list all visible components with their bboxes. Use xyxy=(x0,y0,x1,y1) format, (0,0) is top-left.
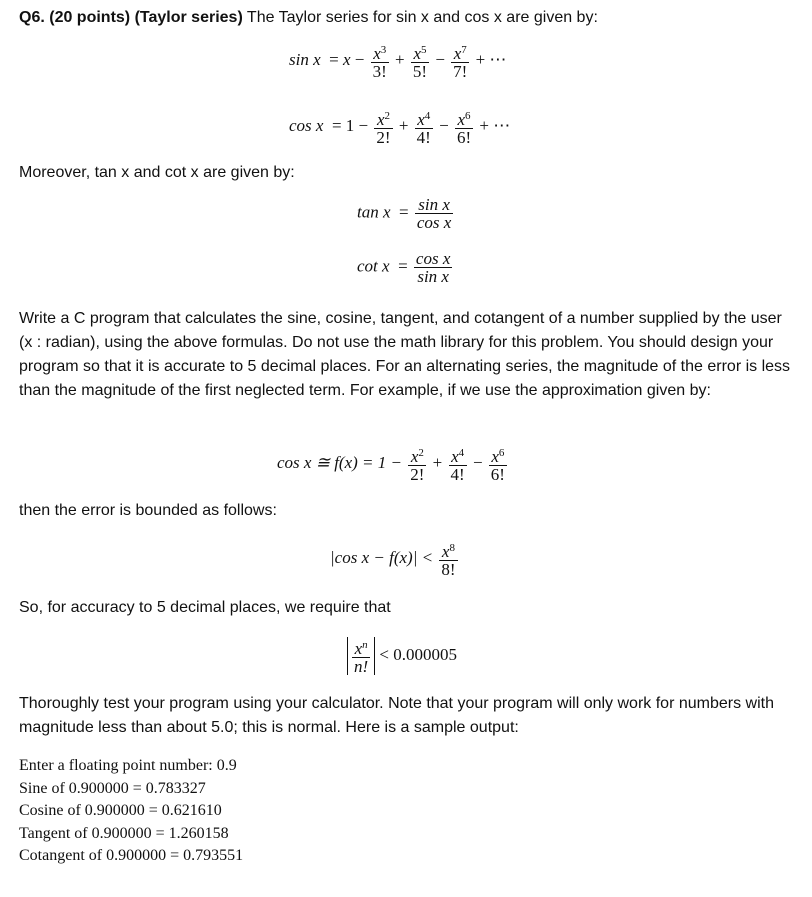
moreover-text: Moreover, tan x and cot x are given by: xyxy=(19,164,295,181)
approximation-equation: cos x ≅ f(x) = 1 − $\frac{x^2}{2!}$ + $\frac{x^4}{4!}$ − $\frac{x^6}{6!}$ xyxy=(277,447,505,484)
bound-rhs: < 0.000005 xyxy=(379,644,458,664)
so-accuracy-text: So, for accuracy to 5 decimal places, we require that xyxy=(19,599,391,616)
question-intro: The Taylor series for sin x and cos x are given by: xyxy=(246,9,598,26)
sample-output-line: Tangent of 0.900000 = 1.260158 xyxy=(19,824,229,842)
tan-equation: tan x = $\frac{\text{sin x}}{\text{cos x}}$ xyxy=(357,195,452,232)
then-error-text: then the error is bounded as follows: xyxy=(19,502,277,519)
thoroughly-paragraph: Thoroughly test your program using your calculator. Note that your program will only work for numbers with magnitude less than about 5.0; this is normal. Here is a sample output: xyxy=(19,695,774,736)
sample-output xyxy=(19,755,243,868)
sin-lhs: sin x xyxy=(289,49,321,69)
tan-lhs: tan x xyxy=(357,202,391,222)
instructions-paragraph: Write a C program that calculates the sine, cosine, tangent, and cotangent of a number supplied by the user (x : radian), using the above formulas. Do not use the math library for this problem. You should design your program so that it is accurate to 5 decimal places. For an alternating series, the magnitude of the error is less than the magnitude of the first neglected term. For example, if we use the approximation given by: xyxy=(19,310,791,399)
error-bound-equation: |cos x − f(x)| < $\frac{x^8}{8!}$ xyxy=(330,542,456,579)
sample-output-line: Cotangent of 0.900000 = 0.793551 xyxy=(19,847,244,865)
sin-series-equation: sin x = x − $\frac{x^3}{3!}$ + $\frac{x^5}{5!}$ − $\frac{x^7}{7!}$ + ⋯ xyxy=(289,44,507,81)
sample-output-line: Enter a floating point number: 0.9 xyxy=(19,757,237,774)
sample-output-line: Cosine of 0.900000 = 0.621610 xyxy=(19,802,222,820)
cos-series-equation: cos x = 1 − $\frac{x^2}{2!}$ + $\frac{x^4}{4!}$ − $\frac{x^6}{6!}$ + ⋯ xyxy=(289,110,511,147)
cot-lhs: cot x xyxy=(357,256,390,276)
cot-equation: cot x = $\frac{\text{cos x}}{\text{sin x}}$ xyxy=(357,249,451,286)
sample-output-line: Sine of 0.900000 = 0.783327 xyxy=(19,779,206,797)
accuracy-requirement-equation: $\frac{x^n}{n!}$ < 0.000005 xyxy=(347,637,457,675)
question-label: Q6. (20 points) (Taylor series) xyxy=(19,9,243,26)
error-lhs: |cos x − f(x)| < xyxy=(330,547,434,567)
question-header xyxy=(19,8,598,28)
approx-lhs: cos x ≅ f(x) = 1 − xyxy=(277,452,402,472)
cos-lhs: cos x xyxy=(289,115,324,135)
